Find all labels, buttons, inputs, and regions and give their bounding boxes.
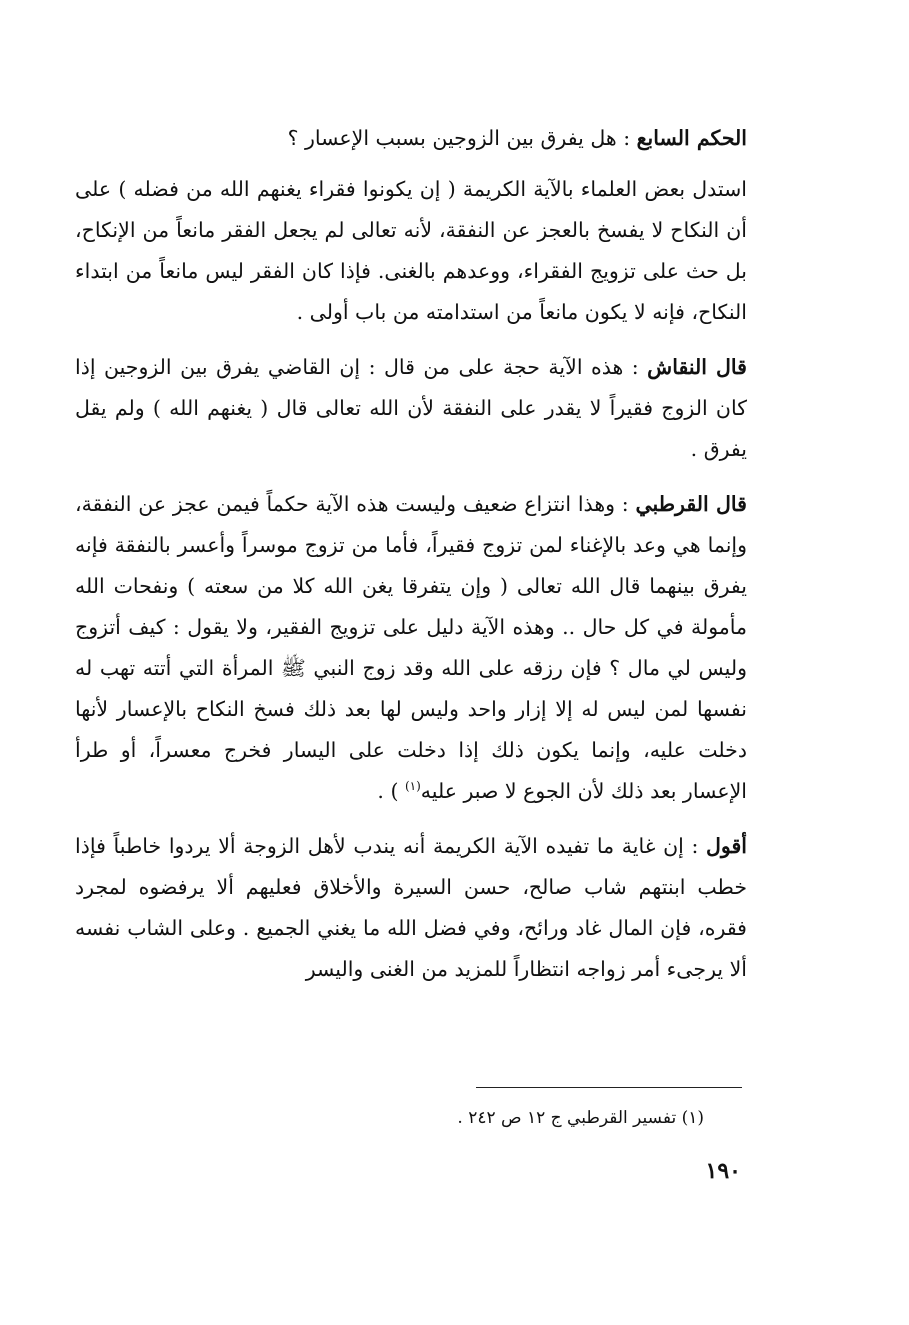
paragraph-naqqash — [75, 347, 747, 470]
heading-lead: الحكم السابع — [636, 126, 747, 150]
paragraph-lead: أقول — [706, 834, 747, 858]
paragraph-lead: قال القرطبي — [635, 492, 747, 516]
footnote-reference[interactable]: (١) — [404, 779, 421, 794]
section-heading — [75, 118, 747, 159]
paragraph-text: : وهذا انتزاع ضعيف وليست هذه الآية حكماً فيمن عجز عن النفقة، وإنما هي وعد بالإغناء لمن تزوج فقيراً، فأما من تزوج موسراً وأعسر بالنفقة فإنه يفرق بينهما قال الله تعالى ( وإن يتفرقا يغن الله كلا من سعته ) ونفحات الله مأمولة في كل حال .. وهذه الآية دليل على تزويج الفقير، ولا يقول : كيف أتزوج وليس لي مال ؟ فإن رزقه على الله وقد زوج النبي ﷺ المرأة التي أتته تهب له نفسها لمن ليس له إلا إزار واحد وليس لها بعد ذلك فسخ النكاح بالإعسار لأنها دخلت عليه، وإنما يكون ذلك إذا دخلت على اليسار فخرج معسراً، أو طرأ الإعسار بعد ذلك لأن الجوع لا صبر عليه — [75, 492, 747, 803]
paragraph-text: استدل بعض العلماء بالآية الكريمة ( إن يكونوا فقراء يغنهم الله من فضله ) على أن النكاح لا يفسخ بالعجز عن النفقة، لأنه تعالى لم يجعل الفقر مانعاً من الإنكاح، بل حث على تزويج الفقراء، ووعدهم بالغنى. فإذا كان الفقر ليس مانعاً من ابتداء النكاح، فإنه لا يكون مانعاً من استدامته من باب أولى . — [75, 177, 747, 324]
paragraph-qurtubi — [75, 484, 747, 812]
page-number: ١٩٠ — [705, 1158, 741, 1184]
footnote-divider — [476, 1087, 742, 1088]
footnote: (١) تفسير القرطبي ج ١٢ ص ٢٤٢ . — [457, 1108, 704, 1128]
paragraph-text: : هذه الآية حجة على من قال : إن القاضي يفرق بين الزوجين إذا كان الزوج فقيراً لا يقدر على النفقة لأن الله تعالى قال ( يغنهم الله ) ولم يقل يفرق . — [75, 355, 747, 461]
paragraph-author — [75, 826, 747, 990]
page-body — [75, 118, 747, 1004]
heading-text: : هل يفرق بين الزوجين بسبب الإعسار ؟ — [287, 126, 637, 150]
paragraph-tail: ) . — [377, 779, 405, 803]
paragraph-text: : إن غاية ما تفيده الآية الكريمة أنه يندب لأهل الزوجة ألا يردوا خاطباً فإذا خطب ابنتهم شاب صالح، حسن السيرة والأخلاق فعليهم ألا يرفضوه لمجرد فقره، فإن المال غاد ورائح، وفي فضل الله ما يغني الجميع . وعلى الشاب نفسه ألا يرجىء أمر زواجه انتظاراً للمزيد من الغنى واليسر — [75, 834, 747, 981]
paragraph-lead: قال النقاش — [647, 355, 747, 379]
paragraph-intro — [75, 169, 747, 333]
